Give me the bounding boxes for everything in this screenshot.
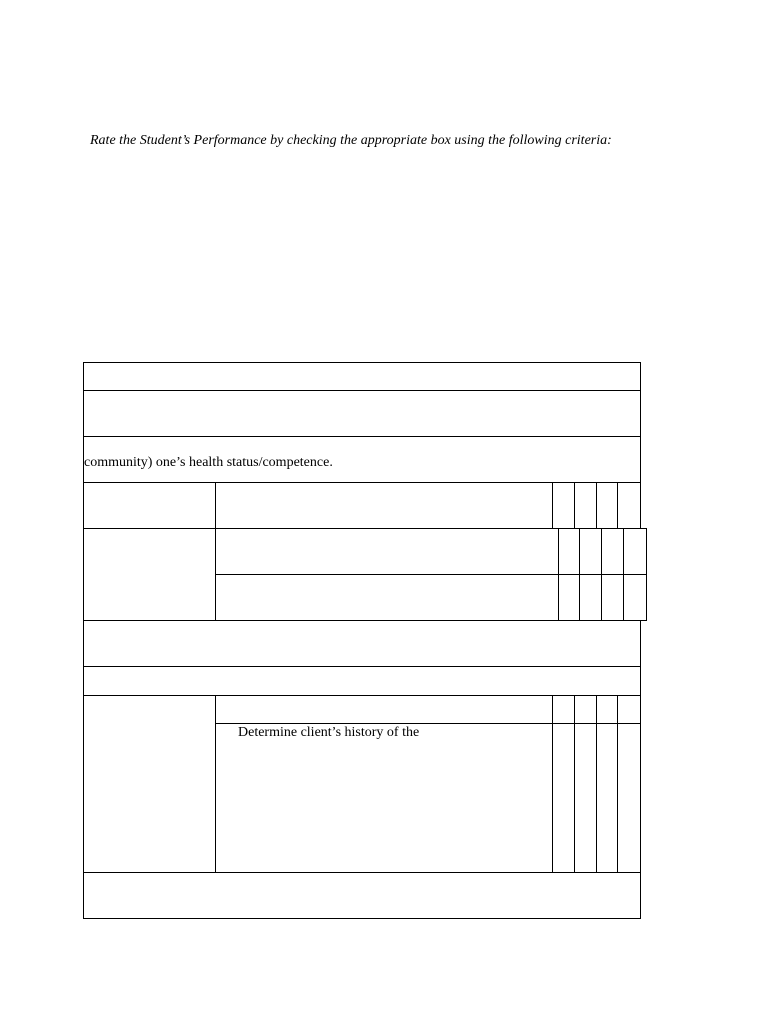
rating-checkbox[interactable]: [602, 575, 622, 620]
rating-checkbox[interactable]: [624, 575, 645, 620]
rating-checkbox[interactable]: [580, 529, 600, 574]
rating-checkbox[interactable]: [602, 529, 622, 574]
rating-checkbox[interactable]: [597, 724, 616, 872]
rating-checkbox[interactable]: [618, 724, 640, 872]
rating-checkbox[interactable]: [597, 483, 616, 528]
rating-checkbox[interactable]: [553, 724, 573, 872]
table-row-title: [83, 362, 641, 391]
rating-checkbox[interactable]: [575, 483, 595, 528]
task-description: Determine client’s history of the: [238, 725, 420, 740]
rating-checkbox[interactable]: [553, 696, 573, 723]
rating-checkbox[interactable]: [618, 483, 640, 528]
table-row-section-2: [83, 620, 641, 667]
rating-checkbox[interactable]: [597, 696, 616, 723]
rating-checkbox[interactable]: [559, 575, 578, 620]
table-row-footer: [83, 872, 641, 919]
rating-checkbox[interactable]: [618, 696, 640, 723]
table-row-header: [83, 390, 641, 437]
rating-checkbox[interactable]: [553, 483, 573, 528]
table-row-subheader: [83, 666, 641, 696]
section-description: community) one’s health status/competence.: [84, 455, 333, 470]
rating-checkbox[interactable]: [624, 529, 645, 574]
rating-instructions: Rate the Student’s Performance by checking the appropriate box using the following criteria:: [90, 133, 612, 148]
rating-checkbox[interactable]: [580, 575, 600, 620]
rating-checkbox[interactable]: [559, 529, 578, 574]
rating-checkbox[interactable]: [575, 724, 595, 872]
rating-checkbox[interactable]: [575, 696, 595, 723]
